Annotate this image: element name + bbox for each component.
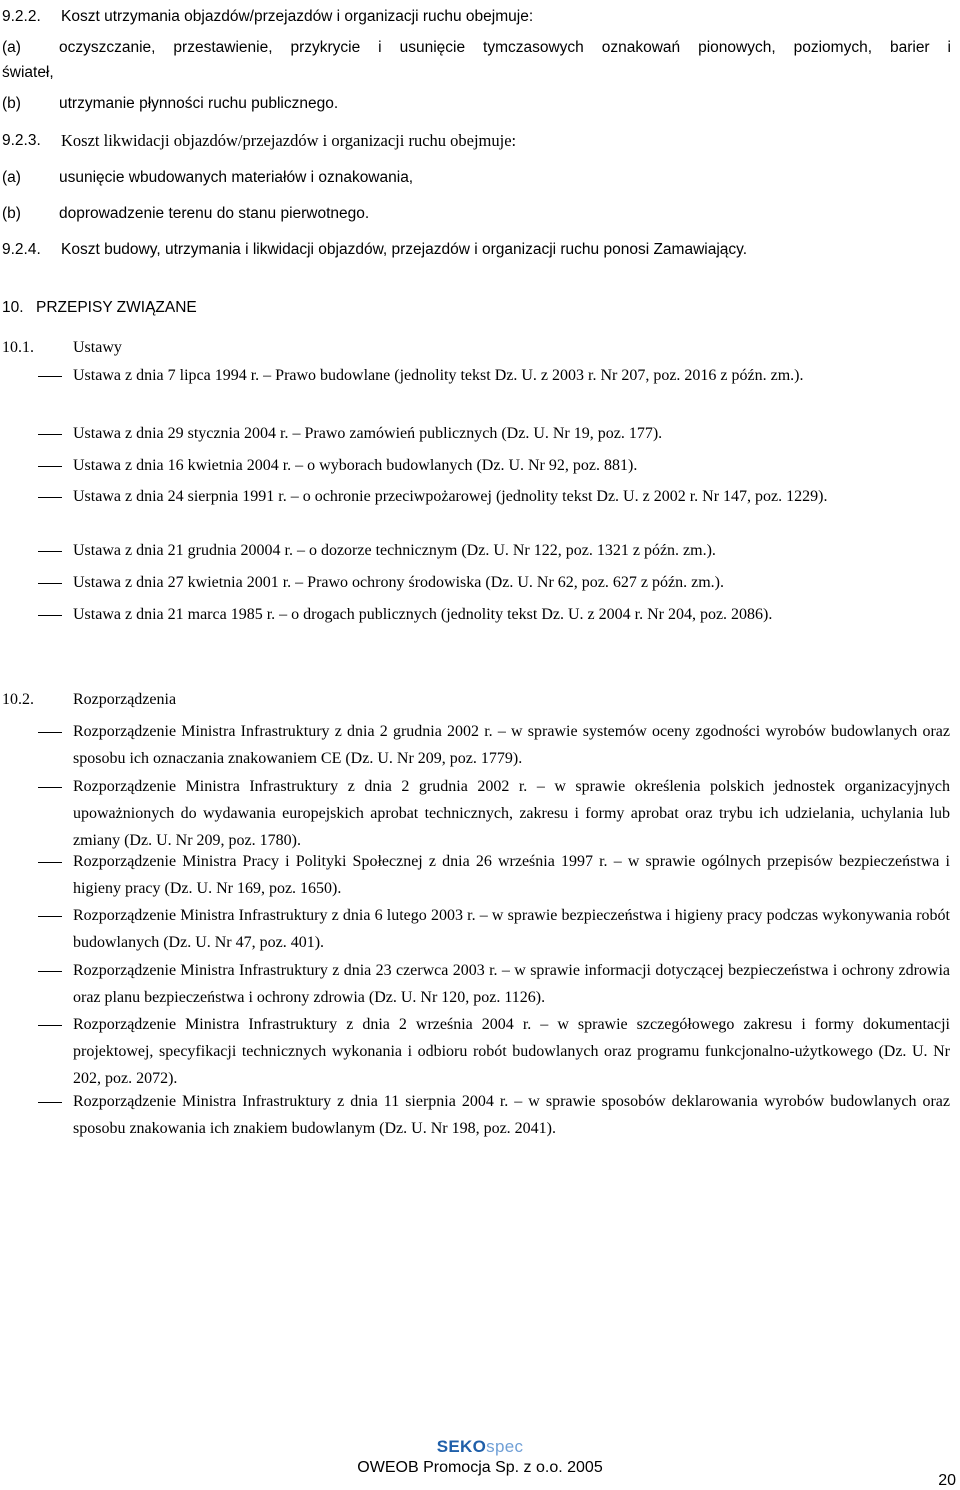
list-dash: [38, 497, 62, 498]
list-dash: [38, 1025, 62, 1026]
rozporzadzenie-item-2: Rozporządzenie Ministra Infrastruktury z dnia 2 grudnia 2002 r. – w sprawie określenia polskich jednostek organizacyjnych upoważnionych do wydawania europejskich aprobat technicznych, zakresu i formy aprobat oraz trybu ich udzielania, uchylania lub zmiany (Dz. U. Nr 209, poz. 1780).: [73, 778, 950, 849]
list-dash: [38, 916, 62, 917]
rozporzadzenie-item-4: Rozporządzenie Ministra Infrastruktury z dnia 6 lutego 2003 r. – w sprawie bezpieczeństwa i higieny pracy podczas wykonywania robót budowlanych (Dz. U. Nr 47, poz. 401).: [73, 907, 950, 951]
section-923-b-label: (b): [2, 205, 21, 222]
ustawa-item-7: Ustawa z dnia 21 marca 1985 r. – o drogach publicznych (jednolity tekst Dz. U. z 2004 r. Nr 204, poz. 2086).: [73, 606, 773, 623]
rozporzadzenie-item-5: Rozporządzenie Ministra Infrastruktury z dnia 23 czerwca 2003 r. – w sprawie informacji dotyczącej bezpieczeństwa i ochrony zdrowia oraz planu bezpieczeństwa i ochrony zdrowia (Dz. U. Nr 120, poz. 1126).: [73, 962, 950, 1006]
list-dash: [38, 434, 62, 435]
section-923-a-label: (a): [2, 169, 21, 186]
ustawa-item-2: Ustawa z dnia 29 stycznia 2004 r. – Prawo zamówień publicznych (Dz. U. Nr 19, poz. 177).: [73, 425, 663, 442]
section-924-title: Koszt budowy, utrzymania i likwidacji objazdów, przejazdów i organizacji ruchu ponosi Zamawiający.: [61, 241, 748, 258]
ustawa-item-3: Ustawa z dnia 16 kwietnia 2004 r. – o wyborach budowlanych (Dz. U. Nr 92, poz. 881).: [73, 457, 638, 474]
list-dash: [38, 1102, 62, 1103]
section-922-number: 9.2.2.: [2, 8, 41, 25]
list-dash: [38, 615, 62, 616]
section-101-title: Ustawy: [73, 339, 122, 356]
list-dash: [38, 732, 62, 733]
footer-company: OWEOB Promocja Sp. z o.o. 2005: [357, 1459, 603, 1476]
section-922-a-line2: świateł,: [2, 64, 54, 81]
section-922-a-line1: oczyszczanie, przestawienie, przykrycie i usunięcie tymczasowych oznakowań pionowych, poziomych, barier i: [59, 39, 951, 56]
footer-logo-part1: SEKO: [436, 1437, 487, 1456]
section-922-title: Koszt utrzymania objazdów/przejazdów i organizacji ruchu obejmuje:: [61, 8, 534, 25]
footer-logo: [0, 1437, 960, 1457]
footer-logo-part2: spec: [486, 1437, 524, 1456]
rozporzadzenie-item-3: Rozporządzenie Ministra Pracy i Polityki Społecznej z dnia 26 września 1997 r. – w sprawie ogólnych przepisów bezpieczeństwa i higieny pracy (Dz. U. Nr 169, poz. 1650).: [73, 853, 950, 897]
section-102-number: 10.2.: [2, 691, 34, 708]
section-922-a-label: (a): [2, 39, 21, 56]
section-922-b-label: (b): [2, 95, 21, 112]
ustawa-item-4: Ustawa z dnia 24 sierpnia 1991 r. – o ochronie przeciwpożarowej (jednolity tekst Dz. U. z 2002 r. Nr 147, poz. 1229).: [73, 488, 828, 505]
list-dash: [38, 376, 62, 377]
list-dash: [38, 583, 62, 584]
list-dash: [38, 862, 62, 863]
ustawa-item-1: Ustawa z dnia 7 lipca 1994 r. – Prawo budowlane (jednolity tekst Dz. U. z 2003 r. Nr 207, poz. 2016 z późn. zm.).: [73, 367, 804, 384]
section-923-a-text: usunięcie wbudowanych materiałów i oznakowania,: [59, 169, 414, 186]
list-dash: [38, 551, 62, 552]
section-923-title: Koszt likwidacji objazdów/przejazdów i organizacji ruchu obejmuje:: [61, 131, 517, 150]
section-101-number: 10.1.: [2, 339, 34, 356]
rozporzadzenie-item-7: Rozporządzenie Ministra Infrastruktury z dnia 11 sierpnia 2004 r. – w sprawie sposobów deklarowania wyrobów budowlanych oraz sposobu znakowania ich znakiem budowlanym (Dz. U. Nr 198, poz. 2041).: [73, 1093, 950, 1137]
rozporzadzenie-item-6: Rozporządzenie Ministra Infrastruktury z dnia 2 września 2004 r. – w sprawie szczegółowego zakresu i formy dokumentacji projektowej, specyfikacji technicznych wykonania i odbioru robót budowlanych oraz programu funkcjonalno-użytkowego (Dz. U. Nr 202, poz. 2072).: [73, 1016, 950, 1087]
section-922-b-text: utrzymanie płynności ruchu publicznego.: [59, 95, 339, 112]
section-923-b-text: doprowadzenie terenu do stanu pierwotnego.: [59, 205, 370, 222]
list-dash: [38, 787, 62, 788]
ustawa-item-6: Ustawa z dnia 27 kwietnia 2001 r. – Prawo ochrony środowiska (Dz. U. Nr 62, poz. 627 z późn. zm.).: [73, 574, 724, 591]
section-10-number: 10.: [2, 299, 24, 316]
list-dash: [38, 466, 62, 467]
ustawa-item-5: Ustawa z dnia 21 grudnia 20004 r. – o dozorze technicznym (Dz. U. Nr 122, poz. 1321 z późn. zm.).: [73, 542, 716, 559]
section-10-title: PRZEPISY ZWIĄZANE: [36, 299, 197, 316]
list-dash: [38, 971, 62, 972]
section-102-title: Rozporządzenia: [73, 691, 177, 708]
page-number: 20: [938, 1472, 956, 1489]
section-924-number: 9.2.4.: [2, 241, 41, 258]
rozporzadzenie-item-1: Rozporządzenie Ministra Infrastruktury z dnia 2 grudnia 2002 r. – w sprawie systemów oceny zgodności wyrobów budowlanych oraz sposobu ich oznaczania znakowaniem CE (Dz. U. Nr 209, poz. 1779).: [73, 723, 950, 767]
section-923-number: 9.2.3.: [2, 132, 41, 149]
